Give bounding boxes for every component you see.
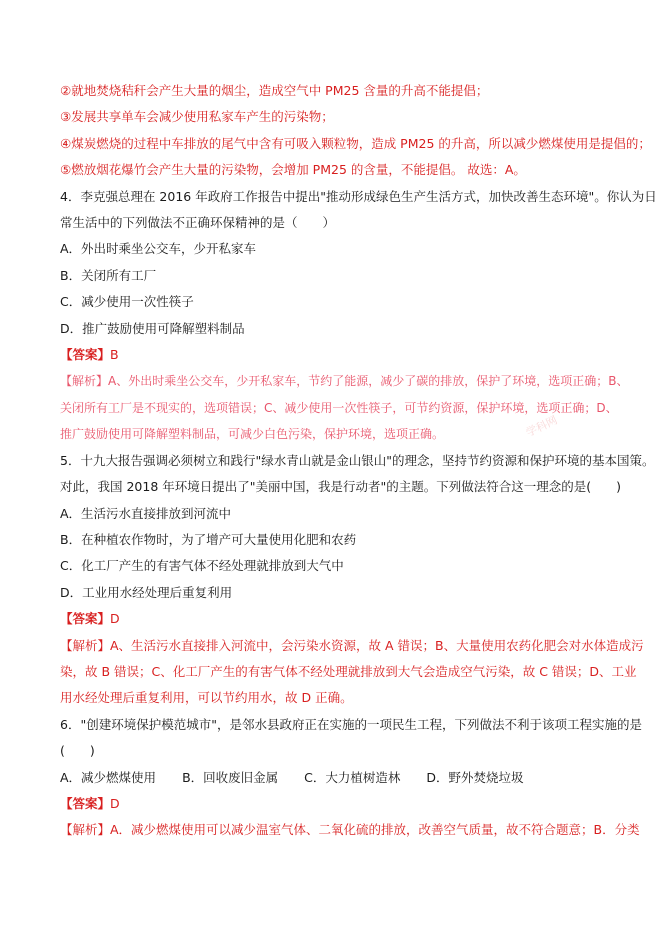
q4-option-a: A．外出时乘坐公交车，少开私家车 [60, 241, 257, 257]
q4-stem-1: 4．李克强总理在 2016 年政府工作报告中提出"推动形成绿色生产生活方式，加快改善生态环境"。你认为日 [60, 188, 657, 204]
q6-option-a: A．减少燃煤使用 [60, 769, 157, 785]
q4-answer-value: B [110, 347, 119, 363]
q4-explanation-1: 【解析】A、外出时乘坐公交车，少开私家车，节约了能源，减少了碳的排放，保护了环境，选项正确；B、 [60, 374, 629, 389]
q6-answer-label: 【答案】 [60, 795, 111, 811]
explanation-line-2: ②就地焚烧秸秆会产生大量的烟尘，造成空气中 PM25 含量的升高不能提倡； [60, 83, 489, 98]
q4-answer-label: 【答案】 [60, 347, 111, 363]
explanation-line-5: ⑤燃放烟花爆竹会产生大量的污染物，会增加 PM25 的含量，不能提倡。 故选：A。 [60, 162, 526, 178]
q6-answer-value: D [110, 795, 120, 811]
q5-option-b: B．在种植农作物时，为了增产可大量使用化肥和农药 [60, 531, 357, 547]
q4-explanation-3: 推广鼓励使用可降解塑料制品，可减少白色污染，保护环境，选项正确。 [60, 427, 445, 442]
explanation-line-3: ③发展共享单车会减少使用私家车产生的污染物； [60, 109, 334, 125]
q5-explanation-3: 用水经处理后重复利用，可以节约用水，故 D 正确。 [60, 690, 353, 706]
q5-answer-value: D [110, 611, 120, 627]
q5-explanation-1: 【解析】A、生活污水直接排入河流中，会污染水资源，故 A 错误；B、大量使用农药化肥会对水体造成污 [60, 637, 644, 653]
q5-stem-1: 5．十九大报告强调必须树立和践行"绿水青山就是金山银山"的理念，坚持节约资源和保护环境的基本国策。 [60, 452, 655, 468]
q4-answer [60, 342, 605, 368]
q4-option-c: C．减少使用一次性筷子 [60, 294, 194, 310]
q6-explanation-1: 【解析】A．减少燃煤使用可以减少温室气体、二氧化硫的排放，改善空气质量，故不符合题意；B．分类 [60, 822, 640, 838]
q5-stem-2: 对此，我国 2018 年环境日提出了"美丽中国，我是行动者"的主题。下列做法符合这一理念的是( ) [60, 479, 622, 495]
q6-options [60, 765, 605, 791]
q5-answer [60, 606, 605, 632]
q6-option-d: D．野外焚烧垃圾 [426, 769, 524, 785]
watermark: 学科网 [524, 413, 560, 440]
q6-option-c: C．大力植树造林 [304, 769, 401, 785]
q4-stem-2: 常生活中的下列做法不正确环保精神的是（ ） [60, 215, 336, 231]
q4-option-b: B．关闭所有工厂 [60, 267, 157, 283]
q5-answer-label: 【答案】 [60, 611, 111, 627]
q6-answer [60, 791, 605, 817]
q5-option-d: D．工业用水经处理后重复利用 [60, 584, 233, 600]
q6-stem-2: ( ) [60, 743, 95, 759]
document-page [60, 78, 657, 844]
q6-option-b: B．回收废旧金属 [182, 769, 279, 785]
q5-explanation-2: 染，故 B 错误；C、化工厂产生的有害气体不经处理就排放到大气会造成空气污染，故 C 错误；D、工业 [60, 663, 637, 679]
q5-option-c: C．化工厂产生的有害气体不经处理就排放到大气中 [60, 558, 344, 574]
q4-explanation-2: 关闭所有工厂是不现实的，选项错误；C、减少使用一次性筷子，可节约资源，保护环境，选项正确；D、 [60, 400, 618, 415]
q6-stem-1: 6．"创建环境保护模范城市"，是邻水县政府正在实施的一项民生工程，下列做法不利于该项工程实施的是 [60, 716, 642, 732]
q5-option-a: A．生活污水直接排放到河流中 [60, 505, 232, 521]
explanation-line-4: ④煤炭燃烧的过程中车排放的尾气中含有可吸入颗粒物，造成 PM25 的升高，所以减少燃煤使用是提倡的； [60, 135, 651, 151]
q4-option-d: D．推广鼓励使用可降解塑料制品 [60, 320, 245, 336]
